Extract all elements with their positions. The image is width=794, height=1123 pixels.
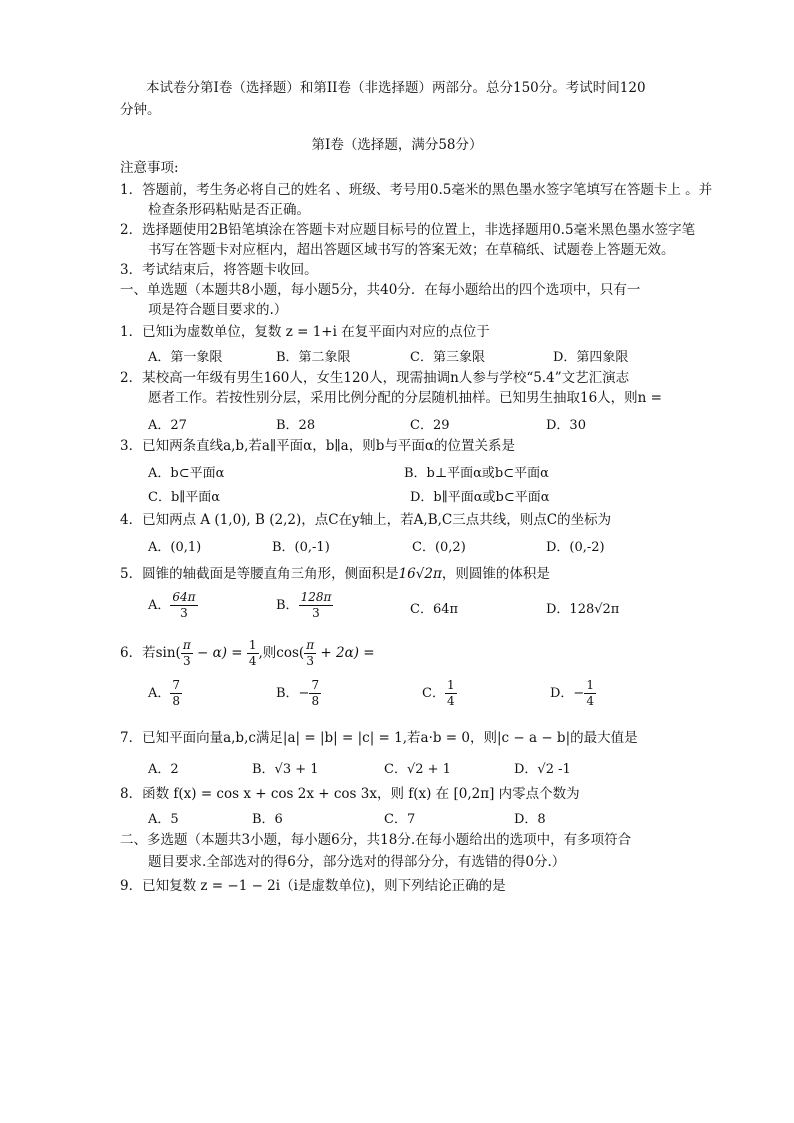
q6-mid: − α) = [192, 645, 247, 661]
note-1b: 检查条形码粘贴是否正确。 [148, 202, 310, 218]
q5-option-a-label: A． [148, 598, 171, 613]
q6-option-d-den: 4 [586, 694, 594, 708]
notes-heading: 注意事项: [120, 160, 179, 176]
q8-option-b: B．6 [252, 812, 283, 827]
q4-option-b: B．(0,-1) [272, 540, 330, 555]
q5-option-a-den: 3 [180, 606, 188, 620]
q6-option-a-den: 8 [172, 694, 181, 708]
q5-option-c: C．64π [410, 602, 459, 617]
section2-line-2: 题目要求.全部选对的得6分，部分选对的得部分分，有选错的得0分.） [148, 854, 566, 870]
q6-option-c-num: 1 [446, 678, 455, 692]
q5-option-b-den: 3 [312, 606, 320, 620]
q6-pi-num-2: π [306, 638, 315, 652]
intro-line-1: 本试卷分第Ⅰ卷（选择题）和第II卷（非选择题）两部分。总分150分。考试时间120 [146, 80, 646, 96]
q3-option-a: A．b⊂平面α [148, 466, 225, 481]
q1-option-a: A．第一象限 [148, 350, 223, 365]
q6-pi-den: 3 [182, 654, 191, 668]
note-3: 3．考试结束后，将答题卡收回。 [120, 262, 318, 278]
part1-title: 第Ⅰ卷（选择题，满分58分） [311, 137, 483, 153]
q2-stem-1: 2．某校高一年级有男生160人，女生120人，现需抽调n人参与学校“5.4”文艺汇演志 [120, 370, 630, 386]
q8-option-d: D．8 [514, 812, 546, 827]
intro-line-2: 分钟。 [120, 102, 161, 118]
q2-option-d: D．30 [546, 418, 586, 433]
q8-option-c: C．7 [384, 812, 416, 827]
note-1a: 1．答题前，考生务必将自己的姓名 、班级、考号用0.5毫米的黑色墨水签字笔填写在答题卡上 。并 [120, 182, 713, 198]
q7-option-a: A．2 [148, 762, 179, 777]
q5-option-b-num: 128π [300, 590, 332, 604]
q6-option-c-label: C． [422, 686, 445, 701]
q4-option-a: A．(0,1) [148, 540, 202, 555]
q6-pi-num: π [182, 638, 191, 652]
q6-sin: sin( [155, 645, 181, 661]
q2-option-c: C．29 [410, 418, 450, 433]
q5-lateral-area: 16√2π [398, 566, 442, 582]
q6-stem-pre: 6．若 [120, 645, 156, 661]
q7-option-c: C．√2 + 1 [384, 762, 451, 777]
q3-option-c: C．b∥平面α [148, 490, 221, 505]
q5-stem-pre: 5．圆锥的轴截面是等腰直角三角形，侧面积是 [120, 566, 399, 582]
section2-line-1: 二、多选题（本题共3小题，每小题6分，共18分.在每小题给出的选项中，有多项符合 [120, 832, 632, 848]
q5-stem [120, 564, 680, 584]
q6-option-d-label: D．− [550, 686, 585, 701]
q1-option-d: D．第四象限 [553, 350, 629, 365]
q7-option-d: D．√2 -1 [514, 762, 571, 777]
q6-option-a-num: 7 [172, 678, 181, 692]
q3-option-d: D．b∥平面α或b⊂平面α [410, 490, 550, 505]
q6-then: ,则cos( [258, 645, 305, 661]
q8-stem: 8．函数 f(x) = cos x + cos 2x + cos 3x，则 f(x) 在 [0,2π] 内零点个数为 [120, 786, 580, 802]
q6-option-b-den: 8 [311, 694, 320, 708]
q6-option-b [276, 678, 321, 709]
q7-option-b: B．√3 + 1 [252, 762, 319, 777]
q6-pi-den-2: 3 [306, 654, 314, 668]
q6-stem [120, 638, 680, 669]
q5-stem-post: ，则圆锥的体积是 [441, 566, 550, 582]
note-2a: 2．选择题使用2B铅笔填涂在答题卡对应题目标号的位置上，非选择题用0.5毫米黑色墨水签字笔 [120, 222, 696, 238]
q5-option-a [148, 590, 198, 621]
q6-option-b-label: B．− [276, 686, 310, 701]
q9-stem: 9．已知复数 z = −1 − 2i（i是虚数单位)，则下列结论正确的是 [120, 878, 506, 894]
q5-option-b [276, 590, 333, 621]
q2-stem-2: 愿者工作。若按性别分层，采用比例分配的分层随机抽样。已知男生抽取16人，则n = [148, 390, 662, 406]
q6-option-c-den: 4 [446, 694, 455, 708]
q6-option-d-num: 1 [586, 678, 594, 692]
q6-value-den: 4 [248, 654, 257, 668]
q1-option-c: C．第三象限 [410, 350, 485, 365]
section1-line-2: 项是符合题目要求的.） [148, 302, 288, 318]
q5-option-b-label: B． [276, 598, 299, 613]
q6-option-d [550, 678, 596, 709]
q4-stem: 4．已知两点 A (1,0), B (2,2)，点C在y轴上，若A,B,C三点共线，则点C的坐标为 [120, 512, 612, 528]
q6-value-num: 1 [248, 638, 257, 652]
q1-stem: 1．已知i为虚数单位，复数 z = 1+i 在复平面内对应的点位于 [120, 324, 490, 340]
q1-option-b: B．第二象限 [276, 350, 351, 365]
q3-option-b: B．b⊥平面α或b⊂平面α [404, 466, 549, 481]
q5-option-a-num: 64π [172, 590, 196, 604]
q8-option-a: A．5 [148, 812, 179, 827]
q4-option-c: C．(0,2) [412, 540, 466, 555]
q5-option-d: D．128√2π [546, 602, 620, 617]
q6-option-c [422, 678, 457, 709]
q6-option-a-label: A． [148, 686, 171, 701]
q6-option-a [148, 678, 182, 709]
note-2b: 书写在答题卡对应框内，超出答题区域书写的答案无效；在草稿纸、试题卷上答题无效。 [148, 242, 675, 258]
q6-end: + 2α) = [316, 645, 375, 661]
q2-option-a: A．27 [148, 418, 187, 433]
q2-option-b: B．28 [276, 418, 316, 433]
q7-stem: 7．已知平面向量a,b,c满足|a| = |b| = |c| = 1,若a·b = 0，则|c − a − b|的最大值是 [120, 730, 638, 746]
q3-stem: 3．已知两条直线a,b,若a∥平面α，b∥a，则b与平面α的位置关系是 [120, 438, 515, 454]
q6-option-b-num: 7 [311, 678, 320, 692]
q4-option-d: D．(0,-2) [546, 540, 605, 555]
section1-line-1: 一、单选题（本题共8小题，每小题5分，共40分．在每小题给出的四个选项中，只有一 [120, 282, 641, 298]
